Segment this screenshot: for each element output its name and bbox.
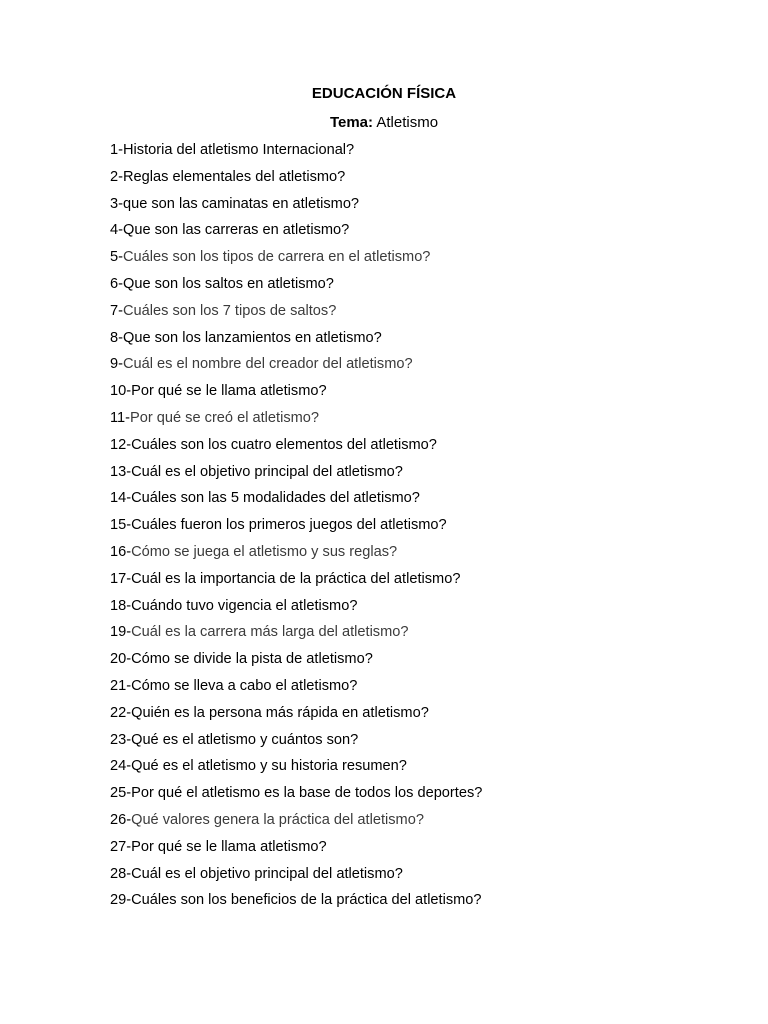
question-text: Cuál es el objetivo principal del atletismo? [131, 463, 403, 480]
question-item [110, 542, 750, 569]
question-number: 10- [110, 383, 132, 400]
question-item [110, 649, 750, 676]
question-item [110, 890, 750, 917]
question-text: Cuándo tuvo vigencia el atletismo? [131, 597, 358, 614]
question-number: 2- [110, 168, 123, 185]
question-item [110, 703, 750, 730]
question-number: 17- [110, 570, 132, 587]
question-number: 25- [110, 785, 132, 802]
question-text: Por qué se creó el atletismo? [130, 409, 320, 426]
question-text: Que son los lanzamientos en atletismo? [122, 329, 382, 346]
question-item [110, 194, 750, 221]
question-item [110, 220, 750, 247]
question-number: 23- [110, 731, 132, 748]
question-text: que son las caminatas en atletismo? [122, 195, 360, 212]
question-item [110, 328, 750, 355]
question-number: 13- [110, 463, 132, 480]
question-item [110, 435, 750, 462]
question-text: Por qué se le llama atletismo? [131, 383, 327, 400]
question-item [110, 837, 750, 864]
question-number: 8- [110, 329, 123, 346]
question-item [110, 569, 750, 596]
question-item [110, 462, 750, 489]
question-text: Qué es el atletismo y su historia resumen? [131, 758, 407, 775]
question-text: Cuáles fueron los primeros juegos del atletismo? [131, 517, 447, 534]
question-number: 19- [110, 624, 132, 641]
question-number: 12- [110, 436, 132, 453]
question-text: Qué es el atletismo y cuántos son? [131, 731, 359, 748]
question-number: 21- [110, 677, 132, 694]
question-text: Cuál es el nombre del creador del atletismo? [122, 356, 413, 373]
question-text: Cómo se juega el atletismo y sus reglas? [131, 543, 398, 560]
question-item [110, 274, 750, 301]
question-number: 11- [110, 409, 131, 426]
question-text: Cuál es el objetivo principal del atletismo? [131, 865, 403, 882]
question-number: 15- [110, 517, 132, 534]
question-text: Quién es la persona más rápida en atletismo? [131, 704, 429, 721]
question-number: 20- [110, 651, 132, 668]
question-item [110, 730, 750, 757]
question-item [110, 247, 750, 274]
question-item [110, 167, 750, 194]
question-item [110, 756, 750, 783]
question-item [110, 488, 750, 515]
question-number: 28- [110, 865, 132, 882]
topic-label: Tema: [329, 114, 374, 131]
question-item [110, 140, 750, 167]
question-number: 9- [110, 356, 123, 373]
document-topic [0, 113, 768, 133]
question-item [110, 354, 750, 381]
question-list [110, 140, 750, 917]
question-number: 7- [110, 302, 123, 319]
question-text: Qué valores genera la práctica del atletismo? [131, 811, 424, 828]
question-number: 24- [110, 758, 132, 775]
question-text: Cuáles son los beneficios de la práctica del atletismo? [131, 892, 482, 909]
question-text: Cuáles son las 5 modalidades del atletismo? [131, 490, 420, 507]
question-number: 4- [110, 222, 123, 239]
question-number: 14- [110, 490, 132, 507]
question-number: 27- [110, 838, 132, 855]
question-text: Por qué el atletismo es la base de todos los deportes? [131, 785, 483, 802]
question-item [110, 676, 750, 703]
question-item [110, 864, 750, 891]
question-text: Cuáles son los tipos de carrera en el atletismo? [122, 249, 431, 266]
topic-value: Atletismo [376, 114, 439, 131]
question-text: Cómo se divide la pista de atletismo? [131, 651, 373, 668]
question-text: Historia del atletismo Internacional? [122, 142, 355, 158]
question-number: 1- [110, 142, 123, 158]
question-number: 6- [110, 275, 123, 292]
question-text: Cuál es la importancia de la práctica del atletismo? [131, 570, 461, 587]
question-item [110, 596, 750, 623]
question-item [110, 301, 750, 328]
question-text: Cómo se lleva a cabo el atletismo? [131, 677, 358, 694]
question-text: Reglas elementales del atletismo? [122, 168, 346, 185]
document-title: EDUCACIÓN FÍSICA [311, 85, 457, 102]
question-item [110, 408, 750, 435]
question-text: Cuáles son los cuatro elementos del atletismo? [131, 436, 437, 453]
question-text: Por qué se le llama atletismo? [131, 838, 327, 855]
question-item [110, 381, 750, 408]
question-text: Que son las carreras en atletismo? [122, 222, 350, 239]
question-item [110, 515, 750, 542]
question-number: 3- [110, 195, 123, 212]
question-number: 22- [110, 704, 132, 721]
question-number: 5- [110, 249, 123, 266]
question-item [110, 622, 750, 649]
question-text: Cuáles son los 7 tipos de saltos? [122, 302, 337, 319]
question-item [110, 810, 750, 837]
question-text: Cuál es la carrera más larga del atletismo? [131, 624, 409, 641]
question-number: 16- [110, 543, 132, 560]
question-number: 18- [110, 597, 132, 614]
question-text: Que son los saltos en atletismo? [122, 275, 334, 292]
question-number: 26- [110, 811, 132, 828]
question-item [110, 783, 750, 810]
question-number: 29- [110, 892, 132, 909]
